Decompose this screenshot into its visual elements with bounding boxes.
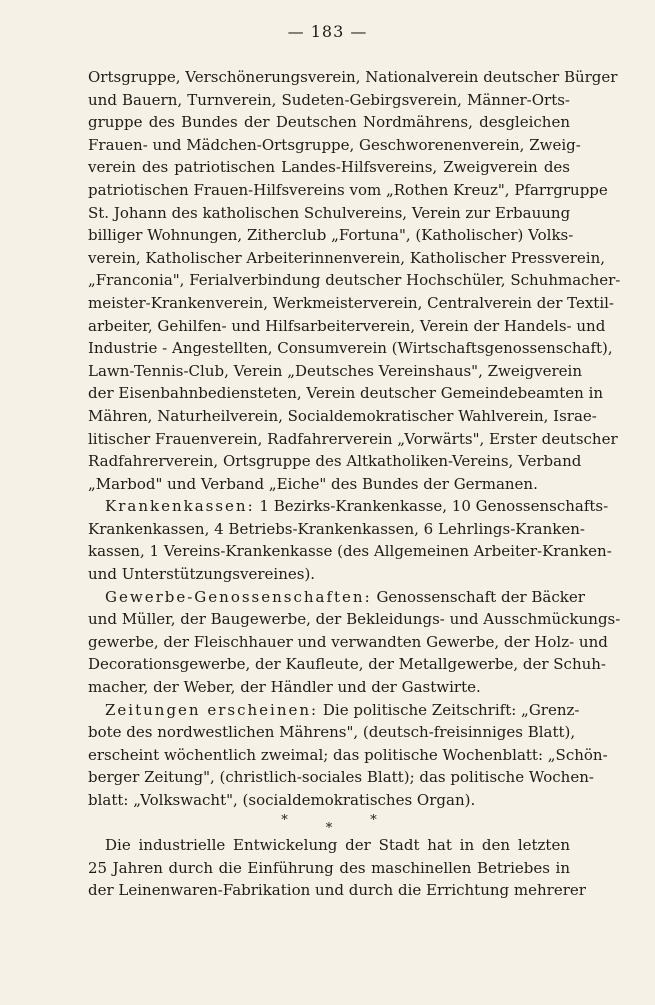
text-line: Decorationsgewerbe, der Kaufleute, der Metallgewerbe, der Schuh-: [88, 655, 606, 674]
section-heading: Krankenkassen:: [105, 497, 255, 516]
text-line: bote des nordwestlichen Mährens", (deutsch-freisinniges Blatt),: [88, 723, 576, 742]
section-heading: Gewerbe-Genossenschaften:: [105, 587, 372, 606]
text-line: der Leinenwaren-Fabrikation und durch die Errichtung mehrerer: [88, 881, 586, 900]
page-number: — 183 —: [287, 22, 368, 41]
text-line: Ortsgruppe, Verschönerungsverein, Nationalverein deutscher Bürger: [88, 68, 618, 86]
closing-paragraph: [88, 834, 586, 902]
asterisk: *: [281, 812, 288, 828]
text-line: verein, Katholischer Arbeiterinnenverein, Katholischer Pressverein,: [88, 248, 606, 267]
text-line: billiger Wohnungen, Zitherclub „Fortuna", (Katholischer) Volks-: [88, 226, 574, 245]
section-separator: [88, 812, 570, 835]
text-line: Zeitungen erscheinen: Die politische Zeitschrift: „Grenz-: [105, 700, 580, 719]
gewerbe-section: [88, 586, 621, 699]
association-list: [88, 66, 621, 495]
text-line: blatt: „Volkswacht", (socialdemokratisches Organ).: [88, 791, 476, 809]
text-line: und Bauern, Turnverein, Sudeten-Gebirgsverein, Männer-Orts-: [88, 90, 570, 109]
text-line: Industrie - Angestellten, Consumverein (Wirtschaftsgenossenschaft),: [88, 339, 613, 358]
text-line: Lawn-Tennis-Club, Verein „Deutsches Vereinshaus", Zweigverein: [88, 361, 583, 380]
text-line: verein des patriotischen Landes-Hilfsvereins, Zweigverein des: [88, 158, 570, 177]
krankenkassen-section: [88, 495, 612, 585]
text-line: erscheint wöchentlich zweimal; das politische Wochenblatt: „Schön-: [88, 745, 608, 764]
text-line: litischer Frauenverein, Radfahrerverein „Vorwärts", Erster deutscher: [88, 429, 618, 448]
text-line: „Franconia", Ferialverbindung deutscher Hochschüler, Schuhmacher-: [88, 271, 621, 290]
section-heading: Zeitungen erscheinen:: [105, 700, 319, 719]
text-line: macher, der Weber, der Händler und der Gastwirte.: [88, 678, 481, 697]
text-line: der Eisenbahnbediensteten, Verein deutscher Gemeindebeamten in: [88, 384, 604, 403]
text-line: gruppe des Bundes der Deutschen Nordmährens, desgleichen: [88, 113, 570, 132]
text-line: St. Johann des katholischen Schulvereins, Verein zur Erbauung: [88, 203, 571, 222]
zeitungen-section: [88, 699, 608, 812]
text-line: patriotischen Frauen-Hilfsvereins vom „Rothen Kreuz", Pfarrgruppe: [88, 180, 608, 199]
text-line: arbeiter, Gehilfen- und Hilfsarbeiterverein, Verein der Handels- und: [88, 316, 606, 335]
text-line: Frauen- und Mädchen-Ortsgruppe, Geschworenenverein, Zweig-: [88, 135, 581, 154]
asterisk: *: [370, 812, 377, 828]
asterisk: *: [325, 820, 333, 836]
text-line: gewerbe, der Fleischhauer und verwandten Gewerbe, der Holz- und: [88, 632, 608, 651]
text-line: Die industrielle Entwickelung der Stadt hat in den letzten: [105, 836, 570, 855]
body-text: [88, 66, 621, 902]
text-line: Radfahrerverein, Ortsgruppe des Altkatholiken-Vereins, Verband: [88, 452, 582, 471]
text-line: Mähren, Naturheilverein, Socialdemokratischer Wahlverein, Israe-: [88, 406, 597, 425]
text-line: Krankenkassen, 4 Betriebs-Krankenkassen, 6 Lehrlings-Kranken-: [88, 519, 585, 538]
text-line: Krankenkassen: 1 Bezirks-Krankenkasse, 10 Genossenschafts-: [105, 497, 609, 516]
text-line: meister-Krankenverein, Werkmeisterverein, Centralverein der Textil-: [88, 293, 614, 312]
text-line: und Unterstützungsvereines).: [88, 565, 316, 584]
text-line: berger Zeitung", (christlich-sociales Blatt); das politische Wochen-: [88, 768, 594, 787]
text-line: 25 Jahren durch die Einführung des maschinellen Betriebes in: [88, 858, 570, 877]
text-line: kassen, 1 Vereins-Krankenkasse (des Allgemeinen Arbeiter-Kranken-: [88, 542, 612, 561]
text-line: und Müller, der Baugewerbe, der Bekleidungs- und Ausschmückungs-: [88, 610, 621, 629]
text-line: „Marbod" und Verband „Eiche" des Bundes der Germanen.: [88, 474, 538, 493]
text-line: Gewerbe-Genossenschaften: Genossenschaft der Bäcker: [105, 587, 585, 606]
